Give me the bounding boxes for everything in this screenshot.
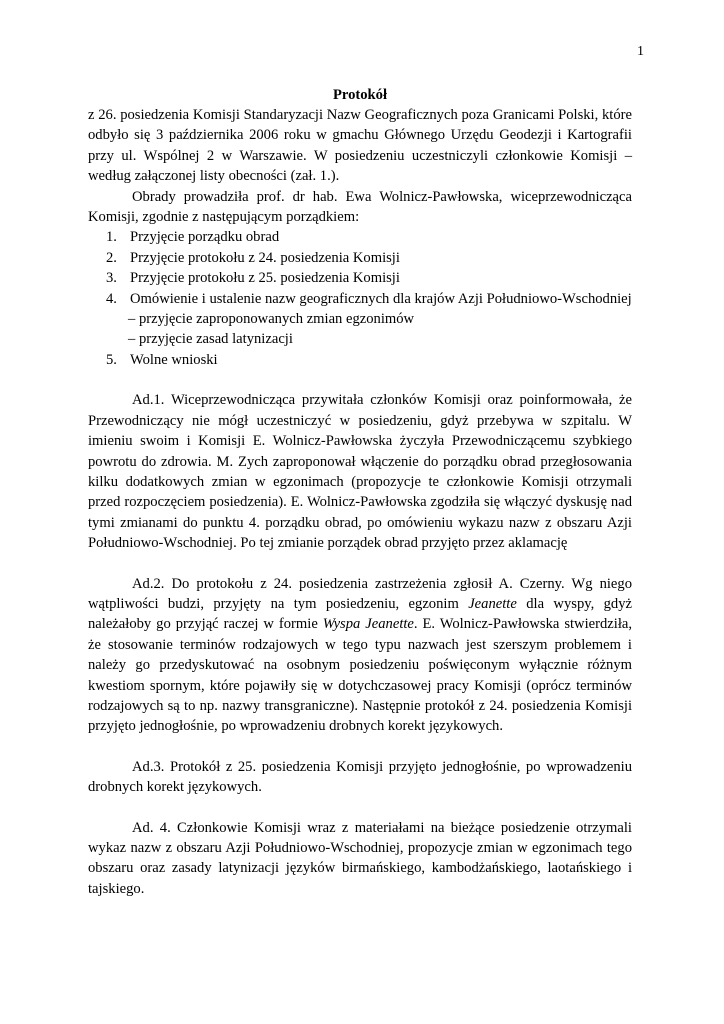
agenda-subitem: – przyjęcie zaproponowanych zmian egzonimów	[128, 311, 415, 328]
page-number: 1	[637, 44, 644, 59]
agenda-item: 2. Przyjęcie protokołu z 24. posiedzenia Komisji	[106, 249, 400, 266]
agenda-subitem: – przyjęcie zasad latynizacji	[128, 331, 293, 348]
agenda-item: 5. Wolne wnioski	[106, 351, 218, 368]
ad4-paragraph: Ad. 4. Członkowie Komisji wraz z materiałami na bieżące posiedzenie otrzymali wykaz nazw z obszaru Azji Południowo-Wschodniej, propozycje zmian w egzonimach tego obszaru oraz zasady latynizacji języków birmańskiego, kambodżańskiego, laotańskiego i tajskiego.	[88, 819, 632, 897]
document-body	[88, 85, 632, 899]
chair-paragraph: Obrady prowadziła prof. dr hab. Ewa Wolnicz-Pawłowska, wiceprzewodnicząca Komisji, zgodnie z następującym porządkiem:	[88, 188, 632, 226]
agenda-item: 1. Przyjęcie porządku obrad	[106, 229, 280, 246]
intro-paragraph: z 26. posiedzenia Komisji Standaryzacji Nazw Geograficznych poza Granicami Polski, które odbyło się 3 października 2006 roku w gmachu Głównego Urzędu Geodezji i Kartografii przy ul. Wspólnej 2 w Warszawie. W posiedzeniu uczestniczyli członkowie Komisji – według załączonej listy obecności (zał. 1.).	[88, 107, 632, 185]
ad1-paragraph: Ad.1. Wiceprzewodnicząca przywitała członków Komisji oraz poinformowała, że Przewodniczący nie mógł uczestniczyć w posiedzeniu, gdyż przebywa w szpitalu. W imieniu swoim i Komisji E. Wolnicz-Pawłowska życzyła Przewodniczącemu szybkiego powrotu do zdrowia. M. Zych zaproponował włączenie do porządku obrad przegłosowania kilku dodatkowych zmian w egzonimach (propozycje te członkowie Komisji otrzymali przed rozpoczęciem posiedzenia). E. Wolnicz-Pawłowska zgodziła się włączyć dyskusję nad tymi zmianami do punktu 4. porządku obrad, po omówieniu wykazu nazw z obszaru Azji Południowo-Wschodniej. Po tej zmianie porządek obrad przyjęto przez aklamację	[88, 392, 632, 552]
agenda-list	[88, 227, 632, 370]
agenda-item: 3. Przyjęcie protokołu z 25. posiedzenia Komisji	[106, 270, 400, 287]
agenda-item: 4. Omówienie i ustalenie nazw geograficznych dla krajów Azji Południowo-Wschodniej	[106, 290, 632, 307]
ad3-paragraph: Ad.3. Protokół z 25. posiedzenia Komisji przyjęto jednogłośnie, po wprowadzeniu drobnych korekt językowych.	[88, 758, 632, 796]
document-title: Protokół	[332, 87, 388, 103]
ad2-paragraph: Ad.2. Do protokołu z 24. posiedzenia zastrzeżenia zgłosił A. Czerny. Wg niego wątpliwości budzi, przyjęty na tym posiedzeniu, egzonim Jeanette dla wyspy, gdyż należałoby go przyjąć raczej w formie Wyspa Jeanette. E. Wolnicz-Pawłowska stwierdziła, że stosowanie terminów rodzajowych w tego typu nazwach jest szerszym problemem i należy go przedyskutować na osobnym posiedzeniu poświęconym wyłącznie różnym kwestiom spornym, które pojawiły się w dotychczasowej pracy Komisji (oprócz terminów rodzajowych są to np. nazwy transgraniczne). Następnie protokół z 24. posiedzenia Komisji przyjęto jednogłośnie, po wprowadzeniu drobnych korekt językowych.	[88, 575, 633, 735]
